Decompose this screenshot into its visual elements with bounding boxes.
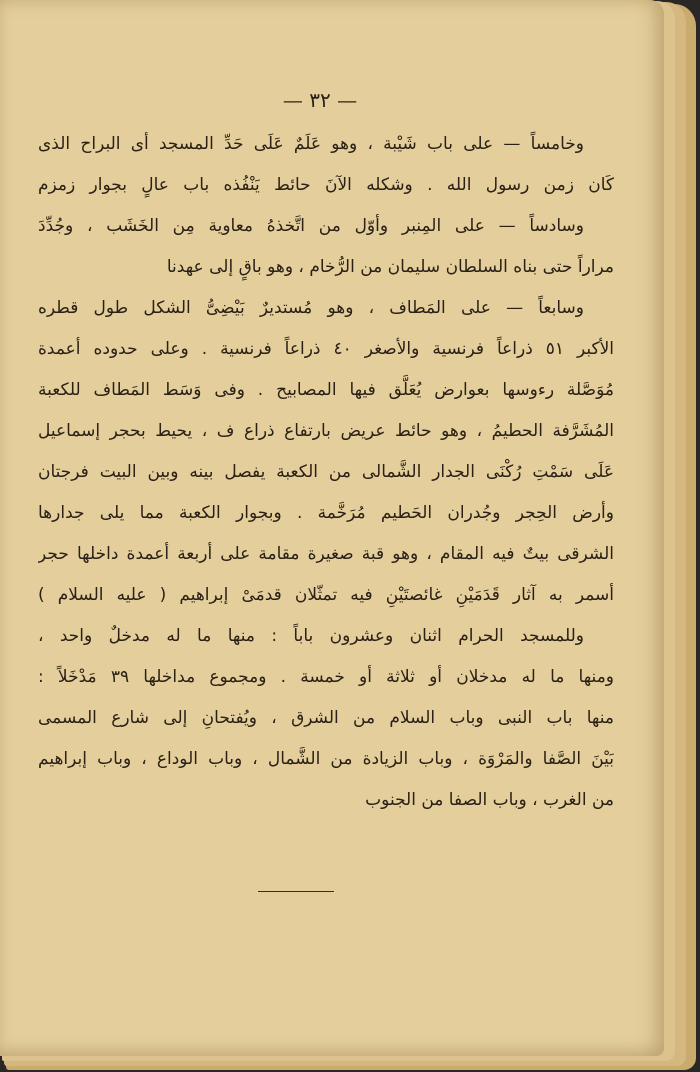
text-line: وأرض الحِجر وجُدران الحَطيم مُرَخَّمة . وبجوار الكعبة مما يلى جدارها bbox=[38, 503, 614, 523]
text-line: من الغرب ، وباب الصفا من الجنوب bbox=[365, 790, 614, 810]
text-line: وسابعاً — على المَطاف ، وهو مُستديرٌ بَيْضِىُّ الشكل طول قطره bbox=[38, 298, 584, 318]
text-line: المُشَرَّفة الحطيمُ ، وهو حائط عريض بارتفاع ذراع ف ، يحيط بحجر إسماعيل bbox=[38, 421, 614, 441]
text-line: وسادساً — على المِنبر وأوّل من اتَّخذهُ معاوية مِن الخَشَب ، وجُدِّدَ bbox=[38, 216, 584, 236]
text-line: مراراً حتى بناه السلطان سليمان من الرُّخام ، وهو باقٍ إلى عهدنا bbox=[166, 257, 614, 277]
text-line: منها باب النبى وباب السلام من الشرق ، ويُفتحانِ إلى شارع المسمى bbox=[38, 708, 614, 728]
text-line: أسمر به آثار قَدَمَيْنِ غائصتَيْنِ فيه تمثّلان قدمَىْ إبراهيم ( عليه السلام ) bbox=[38, 585, 614, 605]
text-line: الشرقى بيتٌ فيه المقام ، وهو قبة صغيرة مقامة على أربعة أعمدة داخلها حجر bbox=[38, 544, 614, 564]
text-line: كَان زمن رسول الله . وشكله الآنَ حائط يَنْفُذه باب عالٍ بجوار زمزم bbox=[38, 175, 614, 195]
text-line: وخامساً — على باب شَيْبة ، وهو عَلَمٌ عَلَى حَدِّ المسجد أى البراح الذى bbox=[38, 134, 584, 154]
text-line: ومنها ما له مدخلان أو ثلاثة أو خمسة . ومجموع مداخلها ٣٩ مَدْخَلاً : bbox=[38, 667, 614, 687]
page-number: — ٣٢ — bbox=[282, 88, 358, 112]
text-line: الأكبر ٥١ ذراعاً فرنسية والأصغر ٤٠ ذراعاً فرنسية . وعلى حدوده أعمدة bbox=[38, 339, 614, 359]
text-line: عَلَى سَمْتِ رُكْنَى الجدار الشَّمالى من الكعبة يفصل بينه وبين البيت فرجتان bbox=[38, 462, 614, 482]
end-rule bbox=[258, 891, 334, 892]
body-text bbox=[38, 124, 614, 821]
text-line: مُوَصَّلة رءوسها بعوارض يُعَلَّق فيها المصابيح . وفى وَسَط المَطاف للكعبة bbox=[38, 380, 614, 400]
text-line: وللمسجد الحرام اثنان وعشرون باباً : منها ما له مدخلٌ واحد ، bbox=[38, 626, 584, 646]
text-line: بَيْنَ الصَّفا والمَرْوَة ، وباب الزيادة من الشَّمال ، وباب الوداع ، وباب إبراهيم bbox=[38, 749, 614, 769]
